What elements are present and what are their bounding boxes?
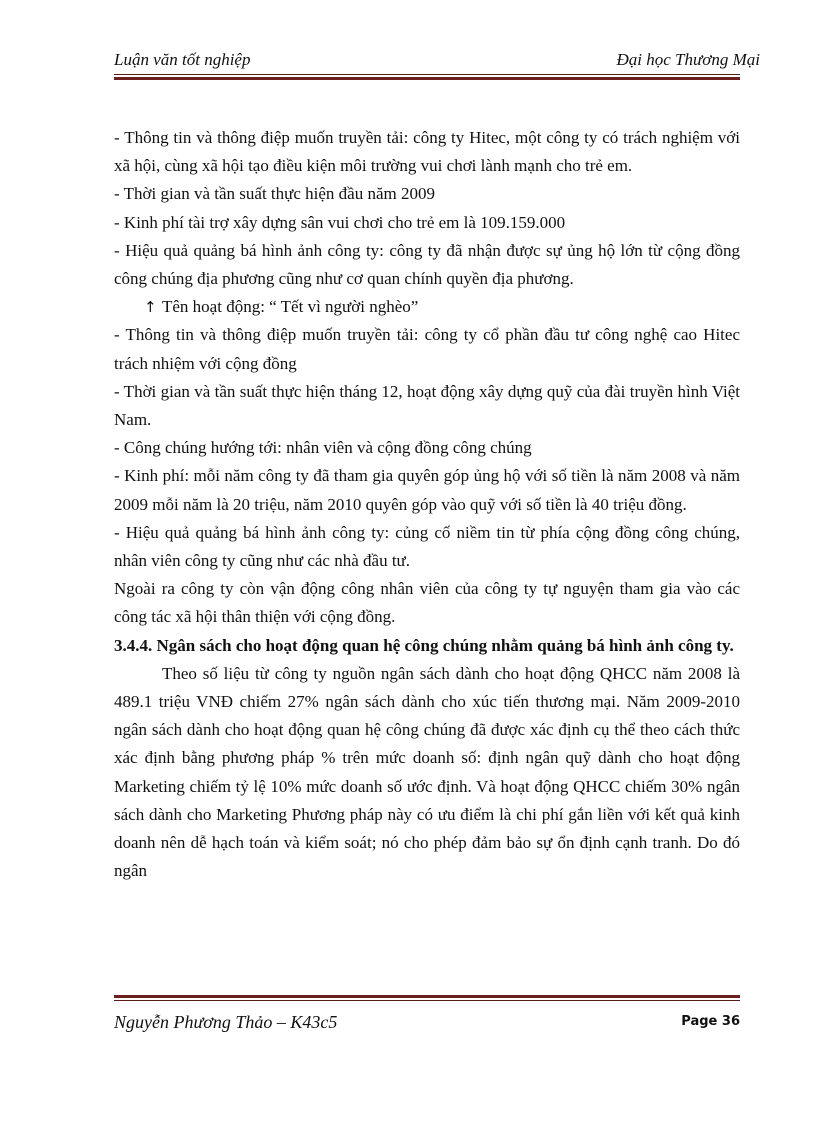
activity-heading bbox=[114, 293, 740, 321]
paragraph-effect: - Hiệu quả quảng bá hình ảnh công ty: công ty đã nhận được sự ủng hộ lớn từ cộng đồng công chúng địa phương cũng như cơ quan chính quyền địa phương. bbox=[114, 240, 740, 289]
up-arrow-icon: ↑ bbox=[144, 298, 157, 317]
paragraph-funding: - Kinh phí tài trợ xây dựng sân vui chơi cho trẻ em là 109.159.000 bbox=[114, 212, 566, 232]
paragraph-time: - Thời gian và tần suất thực hiện đầu năm 2009 bbox=[114, 184, 435, 204]
footer-divider bbox=[114, 995, 740, 1001]
activity-title: Tên hoạt động: “ Tết vì người nghèo” bbox=[162, 297, 419, 317]
header-thesis-label: Luận văn tốt nghiệp bbox=[114, 50, 251, 69]
header-university-label: Đại học Thương Mại bbox=[616, 50, 760, 69]
page-header bbox=[114, 48, 760, 74]
paragraph-message-2: - Thông tin và thông điệp muốn truyền tải: công ty cổ phần đầu tư công nghệ cao Hitec trách nhiệm với cộng đồng bbox=[114, 325, 740, 373]
paragraph-effect-2: - Hiệu quả quảng bá hình ảnh công ty: củng cố niềm tin từ phía cộng đồng công chúng, nhân viên công ty cũng như các nhà đầu tư. bbox=[114, 522, 740, 571]
paragraph-budget: Theo số liệu từ công ty nguồn ngân sách dành cho hoạt động QHCC năm 2008 là 489.1 triệu VNĐ chiếm 27% ngân sách dành cho xúc tiến thương mại. Năm 2009-2010 ngân sách dành cho hoạt động quan hệ công chúng đã được xác định cụ thể theo cách thức xác định bằng phương pháp % trên mức doanh số: định ngân quỹ dành cho hoạt động Marketing chiếm tỷ lệ 10% mức doanh số ước định. Và hoạt động QHCC chiếm 30% ngân sách dành cho Marketing Phương pháp này có ưu điểm là chi phí gắn liền với kết quả kinh doanh nên dễ hạch toán và kiểm soát; nó cho phép đảm bảo sự ổn định cạnh tranh. Do đó ngân bbox=[114, 663, 740, 881]
paragraph-time-2: - Thời gian và tần suất thực hiện tháng 12, hoạt động xây dựng quỹ của đài truyền hình Việt Nam. bbox=[114, 381, 740, 430]
section-heading: 3.4.4. Ngân sách cho hoạt động quan hệ công chúng nhằm quảng bá hình ảnh công ty. bbox=[114, 635, 734, 655]
paragraph-audience: - Công chúng hướng tới: nhân viên và cộng đồng công chúng bbox=[114, 438, 532, 458]
footer-author: Nguyễn Phương Thảo – K43c5 bbox=[114, 1012, 338, 1032]
paragraph-additional: Ngoài ra công ty còn vận động công nhân viên của công ty tự nguyện tham gia vào các công tác xã hội thân thiện với cộng đồng. bbox=[114, 579, 740, 627]
page-footer bbox=[114, 1008, 740, 1038]
paragraph-message: - Thông tin và thông điệp muốn truyền tải: công ty Hitec, một công ty có trách nghiệm với xã hội, cùng xã hội tạo điều kiện môi trường vui chơi lành mạnh cho trẻ em. bbox=[114, 128, 740, 176]
header-divider bbox=[114, 74, 740, 80]
paragraph-funding-2: - Kinh phí: mỗi năm công ty đã tham gia quyên góp ủng hộ với số tiền là năm 2008 và năm 2009 mỗi năm là 20 triệu, năm 2010 quyên góp vào quỹ với số tiền là 40 triệu đồng. bbox=[114, 466, 740, 514]
document-body bbox=[114, 124, 740, 885]
page-number: Page 36 bbox=[681, 1014, 740, 1029]
